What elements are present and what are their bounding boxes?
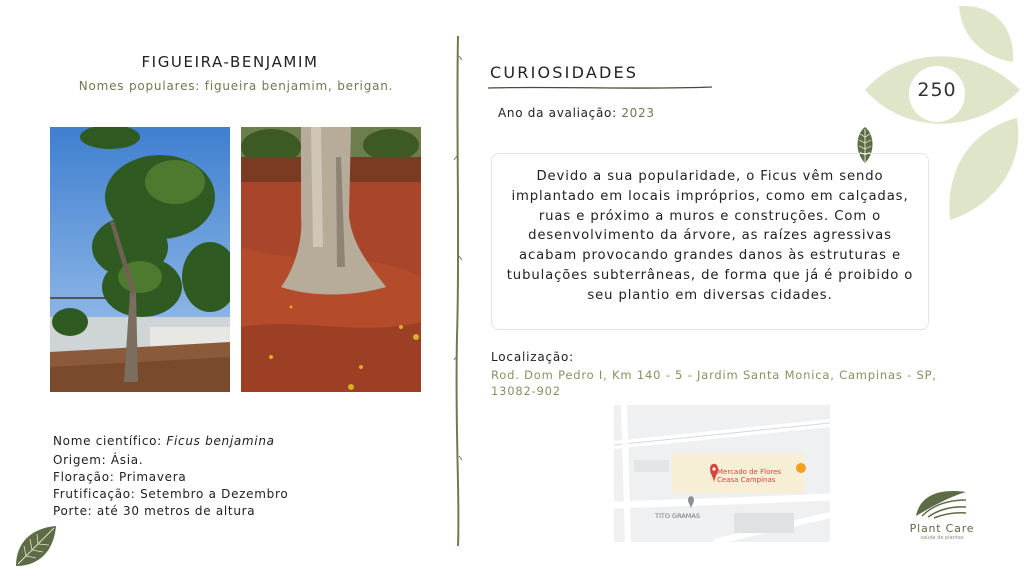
origin: Origem: Ásia. — [53, 453, 144, 467]
map-poi-label: TITO GRAMAS — [655, 512, 700, 520]
trunk-photo — [241, 127, 421, 392]
popular-names: Nomes populares: figueira benjamim, berigan. — [78, 79, 394, 93]
page-number-badge: 250 — [917, 79, 957, 101]
size: Porte: até 30 metros de altura — [53, 504, 256, 518]
plant-facts — [53, 433, 288, 520]
brand-tagline: saúde de plantas — [920, 535, 964, 541]
map-place-label: Mercado de Flores Ceasa Campinas — [717, 468, 782, 484]
scientific-name-label: Nome científico: — [53, 434, 162, 448]
evaluation-year-label: Ano da avaliação: — [498, 106, 617, 120]
location-label: Localização: — [491, 350, 575, 364]
plant-care-logo-icon — [912, 486, 970, 520]
evaluation-year-value: 2023 — [621, 106, 655, 120]
fruiting: Frutificação: Setembro a Dezembro — [53, 487, 289, 501]
scientific-name-row — [53, 433, 288, 450]
flowering: Floração: Primavera — [53, 470, 187, 484]
tree-photo — [50, 127, 230, 392]
plant-title: FIGUEIRA-BENJAMIM — [141, 53, 319, 71]
evaluation-year — [498, 106, 655, 120]
location-address: Rod. Dom Pedro I, Km 140 - 5 - Jardim Santa Monica, Campinas - SP, 13082-902 — [491, 368, 937, 398]
decorative-leaf-bottom-left — [12, 522, 60, 570]
brand-name: Plant Care — [909, 522, 975, 535]
heading-underline — [488, 83, 712, 93]
vertical-divider — [450, 36, 466, 546]
curiosity-text: Devido a sua popularidade, o Ficus vêm sendo implantado em locais impróprios, como em calçadas, ruas e próximo a muros e construções. Com o desenvolvimento da árvore, as raízes agressivas acabam provocando grandes danos às estruturas e tubulações subterrâneas, de forma que já é proibido o seu plantio em diversas cidades. — [506, 169, 914, 303]
section-heading: CURIOSIDADES — [490, 63, 639, 82]
scientific-name-value: Ficus benjamina — [166, 434, 275, 448]
